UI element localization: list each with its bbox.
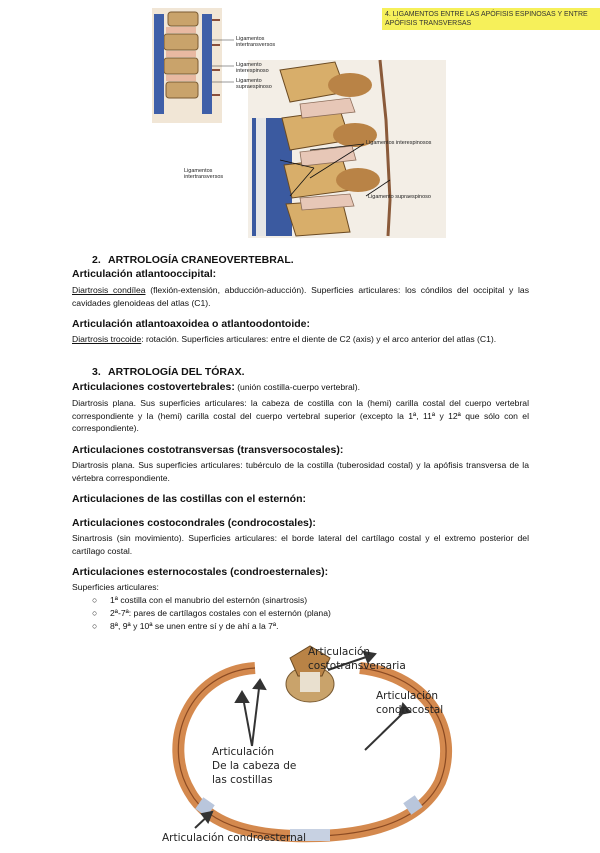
bullet-icon: ○ [92,595,98,605]
bullet-icon: ○ [92,608,98,618]
label-cabeza-2: De la cabeza de [212,760,297,772]
text-costotransversas: Diartrosis plana. Sus superficies articulares: tubérculo de la costilla (tuberosidad costal) y la apófisis transversa de la vértebra correspondiente. [72,460,529,483]
label-condroesternal: Articulación condroesternal [162,832,307,844]
label-condrocostal-1: Articulación [376,690,439,702]
text-atlantoaxoidea [72,333,529,346]
label-supraespinoso: Ligamento supraespinoso [368,194,431,200]
heading-atlantoaxoidea: Articulación atlantoaxoidea o atlantoodontoide: [72,318,311,330]
desc-atlantoaxoidea: : rotación. Superficies articulares: entre el diente de C2 (axis) y el arco anterior del atlas (C1). [141,334,497,344]
section-3-number: 3. [92,366,101,378]
thoracic-joints-figure [150,632,480,848]
label-intertransversos: Ligamentos intertransversos [236,36,276,48]
heading-esternon: Articulaciones de las costillas con el esternón: [72,493,306,505]
vertebral-ligaments-figure [150,0,588,240]
label-interespinoso-small: Ligamento interespinoso [236,62,269,74]
type-atlantooccipital: Diartrosis condílea [72,285,146,295]
heading-atlantooccipital: Articulación atlantooccipital: [72,268,217,280]
label-costotransversaria-2: costotransversaria [308,660,406,672]
list-item-text: 8ª, 9ª y 10ª se unen entre sí y de ahí a la 7ª. [110,621,279,631]
heading-costotransversas: Articulaciones costotransversas (transversocostales): [72,444,344,456]
section-3-title: ARTROLOGÍA DEL TÓRAX. [108,366,245,378]
text-costocondrales: Sinartrosis (sin movimiento). Superficies articulares: el borde lateral del cartílago costal y el extremo posterior del cartílago costal. [72,533,529,556]
text-costovertebrales: Diartrosis plana. Sus superficies articulares: la cabeza de costilla con la (hemi) carilla costal del cuerpo vertebral correspondiente y la (hemi) carilla costal del cuerpo vertebral superior (excepto la 1ª, 11ª y 12ª que sólo con el correspondiente). [72,398,529,433]
list-item-text: 1ª costilla con el manubrio del esternón (sinartrosis) [110,595,308,605]
intro-esternocostales: Superficies articulares: [72,582,159,592]
label-supraespinoso-small: Ligamento supraespinoso [236,78,272,90]
label-condrocostal-2: condrocostal [376,704,444,716]
label-intertransversos-big: Ligamentos intertransversos [184,168,224,180]
heading-costovertebrales: Articulaciones costovertebrales: [72,381,235,393]
section-2-title: ARTROLOGÍA CRANEOVERTEBRAL. [108,254,294,266]
label-cabeza-1: Articulación [212,746,275,758]
desc-atlantooccipital: (flexión-extensión, abducción-aducción). Superficies articulares: los cóndilos del occipital y las cavidades glenoideas del atlas (C1). [72,285,529,308]
text-atlantooccipital [72,284,529,309]
note-costovertebrales: (unión costilla-cuerpo vertebral). [234,382,360,392]
type-atlantoaxoidea: Diartrosis trocoide [72,334,142,344]
heading-esternocostales: Articulaciones esternocostales (condroesternales): [72,566,329,578]
heading-costocondrales: Articulaciones costocondrales (condrocostales): [72,517,316,529]
label-costotransversaria-1: Articulación [308,646,371,658]
label-cabeza-3: las costillas [212,774,273,786]
label-interespinosos: Ligamentos interespinosos [366,140,432,146]
section-2-number: 2. [92,254,101,266]
costovertebrales-heading-line [72,381,529,394]
vertebral-ligaments-illustration [150,0,450,240]
figure-caption: 4. LIGAMENTOS ENTRE LAS APÓFISIS ESPINOSAS Y ENTRE APÓFISIS TRANSVERSAS [382,8,600,30]
list-item-text: 2ª-7ª: pares de cartílagos costales con el esternón (plana) [110,608,331,618]
bullet-icon: ○ [92,621,98,631]
